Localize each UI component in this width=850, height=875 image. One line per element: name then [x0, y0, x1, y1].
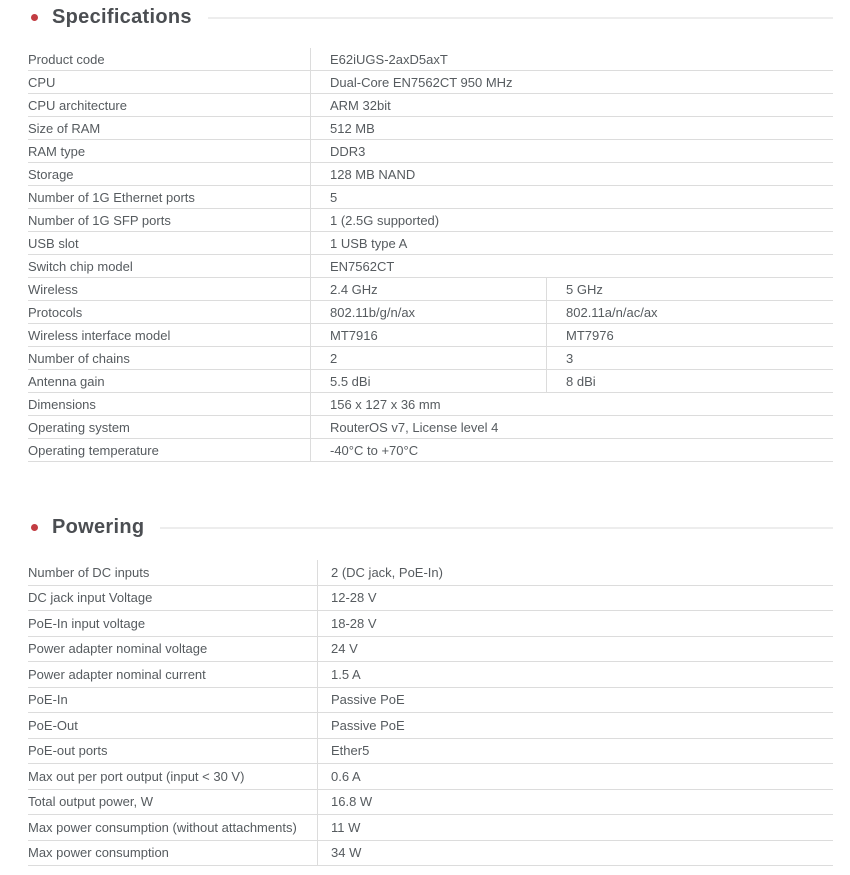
row-label: Switch chip model	[28, 258, 133, 274]
table-row	[28, 186, 833, 209]
table-row	[28, 637, 833, 663]
specifications-table	[28, 48, 833, 462]
row-value: 24 V	[317, 637, 833, 662]
bullet-icon	[31, 524, 38, 531]
row-value: 12-28 V	[317, 586, 833, 611]
row-label: CPU	[28, 74, 56, 90]
table-row	[28, 611, 833, 637]
table-row	[28, 117, 833, 140]
row-label: Antenna gain	[28, 373, 105, 389]
table-row	[28, 662, 833, 688]
row-value: RouterOS v7, License level 4	[310, 416, 833, 438]
powering-table	[28, 560, 833, 866]
row-label: Number of 1G SFP ports	[28, 212, 171, 228]
table-row	[28, 94, 833, 117]
bullet-icon	[31, 14, 38, 21]
row-label: Power adapter nominal voltage	[28, 641, 208, 657]
table-row	[28, 560, 833, 586]
row-value: 128 MB NAND	[310, 163, 833, 185]
table-row	[28, 301, 833, 324]
row-value: 5.5 dBi	[310, 370, 546, 392]
table-row	[28, 347, 833, 370]
table-row	[28, 255, 833, 278]
section-title: Powering	[52, 515, 145, 538]
row-label: Operating system	[28, 419, 130, 435]
table-row	[28, 739, 833, 765]
section-title: Specifications	[52, 5, 192, 28]
row-label: Number of chains	[28, 350, 130, 366]
row-label: Storage	[28, 166, 74, 182]
row-label: Power adapter nominal current	[28, 666, 206, 682]
row-value: 1 (2.5G supported)	[310, 209, 833, 231]
row-label: Size of RAM	[28, 120, 101, 136]
row-label: Number of 1G Ethernet ports	[28, 189, 195, 205]
table-row	[28, 688, 833, 714]
row-label: Number of DC inputs	[28, 564, 150, 580]
row-value: 16.8 W	[317, 790, 833, 815]
row-label: PoE-out ports	[28, 743, 108, 759]
row-value: 3	[546, 347, 833, 369]
row-label: Wireless interface model	[28, 327, 171, 343]
powering-heading	[28, 515, 833, 539]
specifications-heading	[28, 5, 833, 29]
row-label: PoE-In input voltage	[28, 615, 146, 631]
row-label: DC jack input Voltage	[28, 590, 153, 606]
row-value: Passive PoE	[317, 713, 833, 738]
row-label: RAM type	[28, 143, 86, 159]
row-value: 512 MB	[310, 117, 833, 139]
row-label: Max power consumption	[28, 845, 169, 861]
table-row	[28, 278, 833, 301]
row-value: Ether5	[317, 739, 833, 764]
row-label: Dimensions	[28, 396, 96, 412]
row-label: Wireless	[28, 281, 78, 297]
row-label: Max out per port output (input < 30 V)	[28, 768, 245, 784]
table-row	[28, 416, 833, 439]
row-value: 8 dBi	[546, 370, 833, 392]
row-value: 802.11b/g/n/ax	[310, 301, 546, 323]
row-value: 11 W	[317, 815, 833, 840]
table-row	[28, 439, 833, 462]
row-label: PoE-Out	[28, 717, 78, 733]
row-value: 156 x 127 x 36 mm	[310, 393, 833, 415]
row-label: USB slot	[28, 235, 79, 251]
row-value: MT7976	[546, 324, 833, 346]
row-label: PoE-In	[28, 692, 68, 708]
table-row	[28, 790, 833, 816]
table-row	[28, 232, 833, 255]
table-row	[28, 393, 833, 416]
row-value: 802.11a/n/ac/ax	[546, 301, 833, 323]
table-row	[28, 163, 833, 186]
table-row	[28, 586, 833, 612]
row-value: 2 (DC jack, PoE-In)	[317, 560, 833, 585]
table-row	[28, 324, 833, 347]
row-label: Protocols	[28, 304, 83, 320]
table-row	[28, 370, 833, 393]
row-label: Total output power, W	[28, 794, 154, 810]
table-row	[28, 713, 833, 739]
table-row	[28, 841, 833, 867]
row-value: E62iUGS-2axD5axT	[310, 48, 833, 70]
row-value: 1 USB type A	[310, 232, 833, 254]
row-value: 5 GHz	[546, 278, 833, 300]
table-row	[28, 764, 833, 790]
row-value: 1.5 A	[317, 662, 833, 687]
row-label: CPU architecture	[28, 97, 127, 113]
row-value: 5	[310, 186, 833, 208]
row-label: Operating temperature	[28, 442, 159, 458]
row-value: Dual-Core EN7562CT 950 MHz	[310, 71, 833, 93]
table-row	[28, 209, 833, 232]
table-row	[28, 71, 833, 94]
row-value: ARM 32bit	[310, 94, 833, 116]
row-value: 18-28 V	[317, 611, 833, 636]
row-label: Product code	[28, 51, 105, 67]
row-value: 2	[310, 347, 546, 369]
table-row	[28, 140, 833, 163]
heading-divider	[208, 17, 833, 19]
row-value: MT7916	[310, 324, 546, 346]
row-label: Max power consumption (without attachments)	[28, 819, 297, 835]
row-value: -40°C to +70°C	[310, 439, 833, 461]
row-value: 34 W	[317, 841, 833, 866]
table-row	[28, 815, 833, 841]
row-value: EN7562CT	[310, 255, 833, 277]
row-value: 2.4 GHz	[310, 278, 546, 300]
row-value: DDR3	[310, 140, 833, 162]
heading-divider	[160, 527, 833, 529]
table-row	[28, 48, 833, 71]
row-value: 0.6 A	[317, 764, 833, 789]
row-value: Passive PoE	[317, 688, 833, 713]
